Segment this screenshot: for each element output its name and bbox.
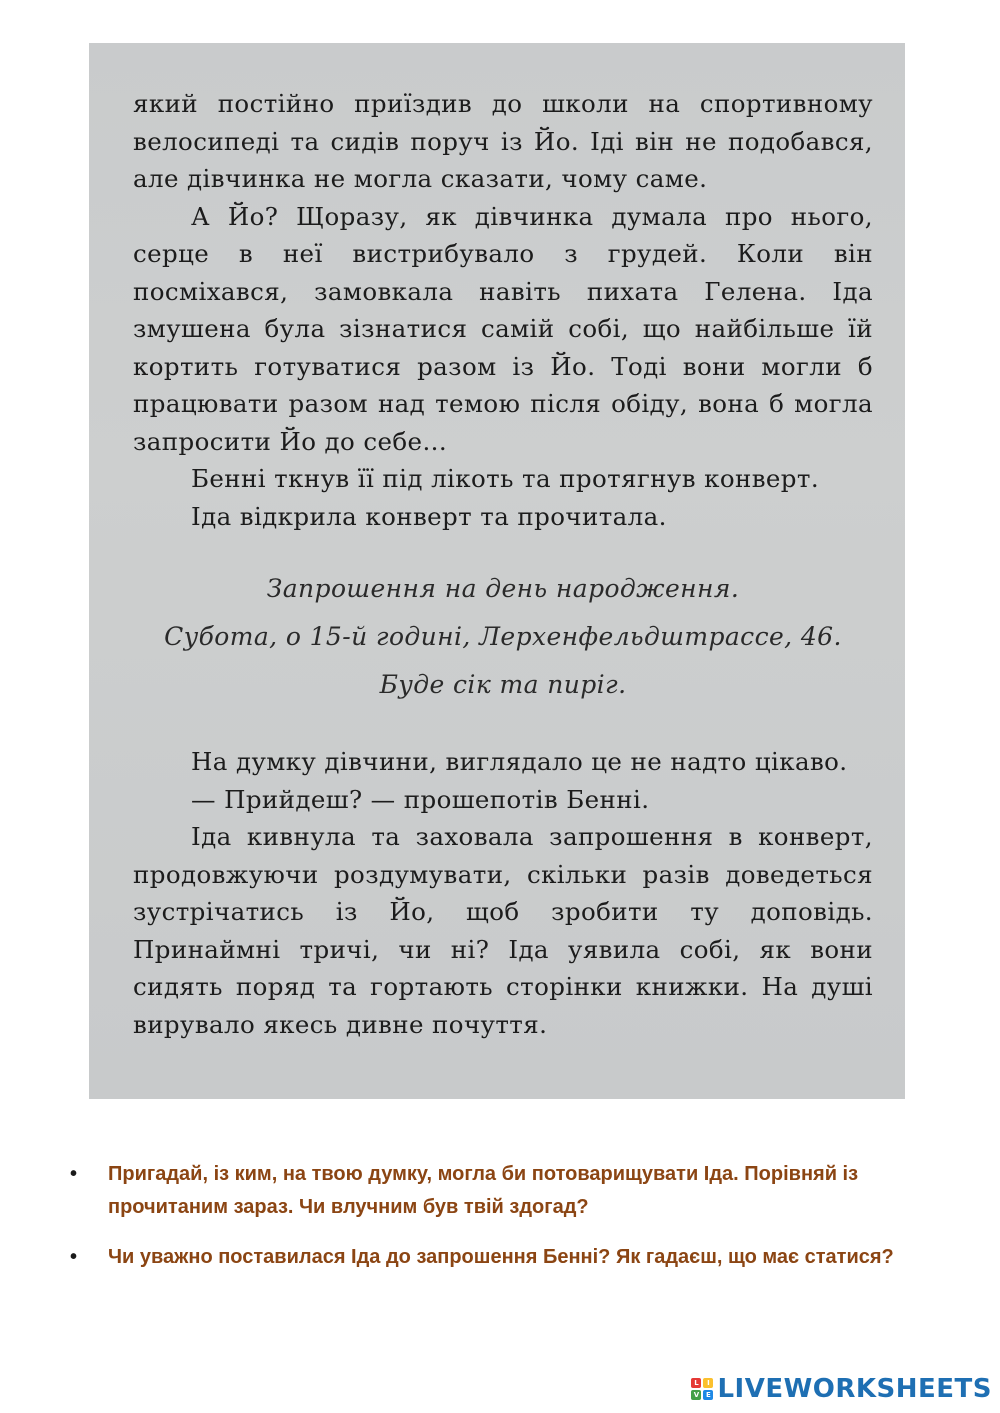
- question-text: Чи уважно поставилася Іда до запрошення Бенні? Як гадаєш, що має статися?: [108, 1246, 894, 1268]
- book-page-text: [133, 85, 873, 1043]
- paragraph: А Йо? Щоразу, як дівчинка думала про нього, серце в неї вистрибувало з грудей. Коли він посміхався, замовкала навіть пихата Гелена. Іда змушена була зізнатися самій собі, що найбільше їй кортить готуватися разом із Йо. Тоді вони могли б працювати разом над темою після обіду, вона б могла запросити Йо до себе...: [133, 201, 873, 456]
- logo-text: LIVEWORKSHEETS: [717, 1374, 992, 1404]
- question-item: [70, 1241, 940, 1274]
- invitation-line: Буде сік та пиріг.: [379, 670, 627, 699]
- bullet-icon: •: [70, 1163, 78, 1185]
- paragraph: який постійно приїздив до школи на спортивному велосипеді та сидів поруч із Йо. Іді він не подобався, але дівчинка не могла сказати, чому саме.: [133, 89, 873, 193]
- question-item: [70, 1158, 940, 1224]
- logo-mark-tile: E: [703, 1390, 713, 1400]
- logo-mark-tile: V: [691, 1390, 701, 1400]
- paragraph: — Прийдеш? — прошепотів Бенні.: [191, 784, 650, 814]
- invitation-card-text: [133, 565, 873, 709]
- logo-mark-icon: [691, 1378, 713, 1400]
- question-text: Пригадай, із ким, на твою думку, могла би потоварищувати Іда. Порівняй із прочитаним зараз. Чи влучним був твій здогад?: [108, 1163, 859, 1218]
- paragraph: Бенні ткнув її під лікоть та протягнув конверт.: [191, 464, 820, 493]
- logo-mark-tile: I: [703, 1378, 713, 1388]
- invitation-line: Субота, о 15-й годині, Лерхенфельдштрассе, 46.: [164, 622, 842, 651]
- paragraph: Іда відкрила конверт та прочитала.: [191, 501, 667, 531]
- liveworksheets-logo[interactable]: [691, 1374, 992, 1404]
- paragraph: На думку дівчини, виглядало це не надто цікаво.: [191, 747, 848, 776]
- paragraph: Іда кивнула та заховала запрошення в конверт, продовжуючи роздумувати, скільки разів доведеться зустрічатись із Йо, щоб зробити ту доповідь. Принаймні тричі, чи ні? Іда уявила собі, як вони сидять поряд та гортають сторінки книжки. На душі вирувало якесь дивне почуття.: [133, 822, 873, 1039]
- book-page-photo: [89, 43, 905, 1099]
- bullet-icon: •: [70, 1246, 78, 1268]
- invitation-line: Запрошення на день народження.: [266, 574, 740, 603]
- logo-mark-tile: L: [691, 1378, 701, 1388]
- question-list: [70, 1158, 940, 1291]
